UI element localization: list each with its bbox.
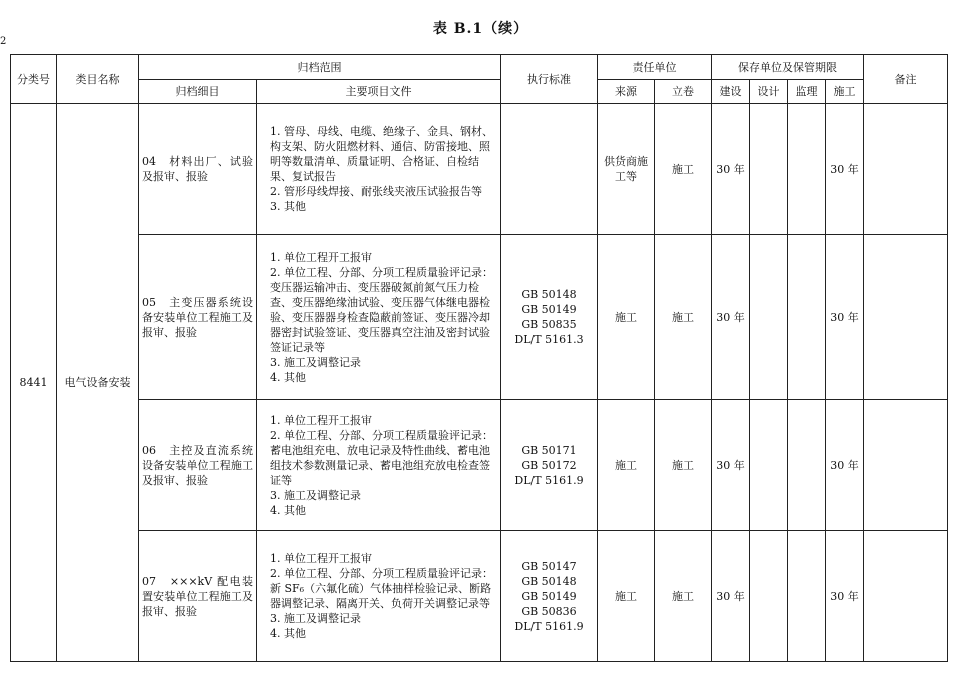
table-row: [11, 400, 948, 531]
header-scope-docs: 主要项目文件: [257, 80, 501, 104]
header-construction: 建设: [712, 80, 750, 104]
row-files: [257, 104, 501, 235]
row-standards: [501, 104, 598, 235]
row-source: 施工: [598, 400, 655, 531]
row-construction: 30 年: [712, 104, 750, 235]
group-category: 电气设备安装: [57, 104, 139, 662]
group-code: 8441: [11, 104, 57, 662]
standard-code: DL/T 5161.3: [514, 333, 584, 346]
file-line: 1. 单位工程开工报审: [270, 250, 372, 264]
row-remarks: [864, 400, 948, 531]
standard-code: GB 50149: [521, 589, 577, 603]
row-filing: 施工: [655, 235, 712, 400]
standard-code: GB 50147: [521, 559, 577, 573]
standard-code: GB 50835: [521, 318, 577, 331]
file-line: 2. 单位工程、分部、分项工程质量验评记录：新 SF₆（六氟化硫）气体抽样检验记录、断路器调整记录、隔离开关、负荷开关调整记录等: [270, 567, 493, 610]
row-construction: 30 年: [712, 235, 750, 400]
row-contractor: 30 年: [826, 400, 864, 531]
header-responsible: 责任单位: [598, 55, 712, 80]
row-supervision: [788, 400, 826, 531]
row-item: 06 主控及直流系统设备安装单位工程施工及报审、报验: [139, 400, 257, 531]
row-remarks: [864, 531, 948, 662]
header-row-2: [11, 80, 948, 104]
standard-code: GB 50149: [521, 303, 577, 316]
header-source: 来源: [598, 80, 655, 104]
file-line: 4. 其他: [270, 503, 306, 517]
row-filing: 施工: [655, 531, 712, 662]
table-row: [11, 235, 948, 400]
table-row: [11, 104, 948, 235]
row-design: [750, 104, 788, 235]
standard-code: GB 50836: [521, 604, 577, 618]
header-retention: 保存单位及保管期限: [712, 55, 864, 80]
page-title: 表 B.1（续）: [432, 21, 529, 37]
row-supervision: [788, 235, 826, 400]
row-files: [257, 235, 501, 400]
row-design: [750, 235, 788, 400]
row-files: [257, 400, 501, 531]
file-line: 4. 其他: [270, 370, 306, 384]
file-line: 2. 单位工程、分部、分项工程质量验评记录：变压器运输冲击、变压器破氮前氮气压力检查、变压器绝缘油试验、变压器气体继电器检验、变压器器身检查隐蔽前签证、变压器冷却器密封试验签证、变压器真空注油及密封试验签证记录等: [270, 265, 493, 354]
table-row: [11, 531, 948, 662]
row-contractor: 30 年: [826, 104, 864, 235]
file-line: 1. 管母、母线、电缆、绝缘子、金具、钢材、构支架、防火阻燃材料、通信、防雷接地、照明等数量清单、质量证明、合格证、自检结果、复试报告: [270, 125, 493, 183]
standard-code: GB 50148: [521, 574, 577, 588]
standard-code: GB 50148: [521, 288, 577, 301]
row-item: 05 主变压器系统设备安装单位工程施工及报审、报验: [139, 235, 257, 400]
standard-code: DL/T 5161.9: [514, 473, 584, 487]
header-filing: 立卷: [655, 80, 712, 104]
row-files: [257, 531, 501, 662]
file-line: 3. 其他: [270, 200, 306, 213]
row-design: [750, 400, 788, 531]
row-construction: 30 年: [712, 531, 750, 662]
standard-code: GB 50171: [521, 443, 577, 457]
row-item: 07 ×××kV 配电装置安装单位工程施工及报审、报验: [139, 531, 257, 662]
row-standards: [501, 235, 598, 400]
archive-table: [10, 54, 948, 662]
header-contractor: 施工: [826, 80, 864, 104]
header-remarks: 备注: [864, 55, 948, 104]
edge-mark: 2: [0, 36, 7, 47]
file-line: 3. 施工及调整记录: [270, 612, 361, 625]
header-scope-detail: 归档细目: [139, 80, 257, 104]
header-row-1: [11, 55, 948, 80]
row-supervision: [788, 531, 826, 662]
row-source: 施工: [598, 235, 655, 400]
header-design: 设计: [750, 80, 788, 104]
standard-code: GB 50172: [521, 458, 577, 472]
file-line: 2. 单位工程、分部、分项工程质量验评记录：蓄电池组充电、放电记录及特性曲线、蓄电池组技术参数测量记录、蓄电池组充放电检查签证等: [270, 428, 493, 487]
row-filing: 施工: [655, 104, 712, 235]
row-contractor: 30 年: [826, 531, 864, 662]
file-line: 1. 单位工程开工报审: [270, 413, 372, 427]
file-line: 4. 其他: [270, 627, 306, 640]
file-line: 1. 单位工程开工报审: [270, 552, 372, 565]
file-line: 2. 管形母线焊接、耐张线夹液压试验报告等: [270, 185, 482, 198]
row-supervision: [788, 104, 826, 235]
row-standards: [501, 531, 598, 662]
row-source: 施工: [598, 531, 655, 662]
header-scope: 归档范围: [139, 55, 501, 80]
header-code: 分类号: [11, 55, 57, 104]
header-category: 类目名称: [57, 55, 139, 104]
row-filing: 施工: [655, 400, 712, 531]
row-standards: [501, 400, 598, 531]
header-supervision: 监理: [788, 80, 826, 104]
row-source: 供货商施工等: [598, 104, 655, 235]
standard-code: DL/T 5161.9: [514, 619, 584, 633]
file-line: 3. 施工及调整记录: [270, 488, 361, 502]
header-standard: 执行标准: [501, 55, 598, 104]
row-design: [750, 531, 788, 662]
row-remarks: [864, 235, 948, 400]
row-contractor: 30 年: [826, 235, 864, 400]
row-construction: 30 年: [712, 400, 750, 531]
row-remarks: [864, 104, 948, 235]
file-line: 3. 施工及调整记录: [270, 355, 361, 369]
row-item: 04 材料出厂、试验及报审、报验: [139, 104, 257, 235]
